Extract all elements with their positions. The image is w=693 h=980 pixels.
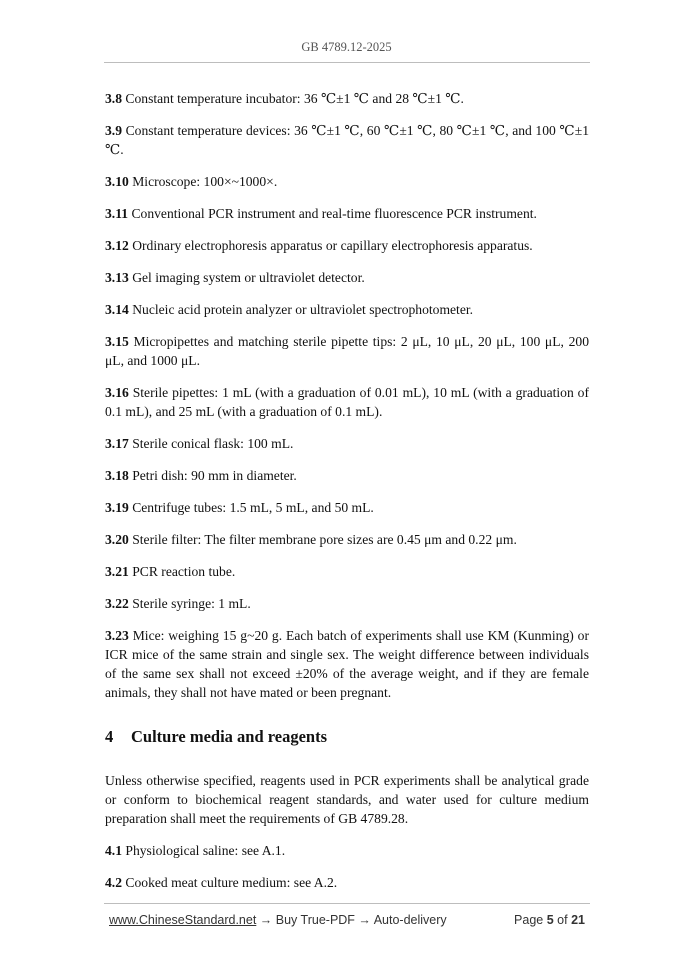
page-content bbox=[105, 89, 589, 905]
clause-text: Microscope: 100×~1000×. bbox=[132, 174, 278, 189]
clause-text: Sterile syringe: 1 mL. bbox=[132, 596, 251, 611]
list-item bbox=[105, 594, 589, 613]
list-item bbox=[105, 626, 589, 702]
clause-text: Ordinary electrophoresis apparatus or capillary electrophoresis apparatus. bbox=[132, 238, 533, 253]
list-item bbox=[105, 236, 589, 255]
document-code: GB 4789.12-2025 bbox=[301, 40, 392, 54]
site-link[interactable]: www.ChineseStandard.net bbox=[109, 913, 257, 927]
clause-text: Sterile pipettes: 1 mL (with a graduation of 0.01 mL), 10 mL (with a graduation of 0.1 mL), and 25 mL (with a graduation of 0.1 mL). bbox=[105, 385, 589, 419]
list-item bbox=[105, 332, 589, 370]
list-item bbox=[105, 434, 589, 453]
clause-number: 3.8 bbox=[105, 91, 122, 106]
list-item bbox=[105, 121, 589, 159]
list-item bbox=[105, 841, 589, 860]
page-number: 5 bbox=[546, 913, 554, 927]
clause-number: 4.1 bbox=[105, 843, 122, 858]
equipment-list bbox=[105, 89, 589, 702]
clause-number: 3.15 bbox=[105, 334, 129, 349]
clause-text: Physiological saline: see A.1. bbox=[125, 843, 286, 858]
clause-text: Constant temperature devices: 36 ℃±1 ℃, 60 ℃±1 ℃, 80 ℃±1 ℃, and 100 ℃±1 ℃. bbox=[105, 123, 589, 157]
clause-text: Sterile filter: The filter membrane pore sizes are 0.45 μm and 0.22 μm. bbox=[132, 532, 517, 547]
clause-text: Cooked meat culture medium: see A.2. bbox=[125, 875, 338, 890]
clause-number: 3.14 bbox=[105, 302, 129, 317]
clause-number: 4.2 bbox=[105, 875, 122, 890]
clause-number: 3.22 bbox=[105, 596, 129, 611]
list-item bbox=[105, 204, 589, 223]
clause-number: 3.12 bbox=[105, 238, 129, 253]
clause-text: Micropipettes and matching sterile pipette tips: 2 μL, 10 μL, 20 μL, 100 μL, 200 μL, and 1000 μL. bbox=[105, 334, 589, 368]
clause-text: Mice: weighing 15 g~20 g. Each batch of experiments shall use KM (Kunming) or ICR mice of the same strain and single sex. The weight difference between individuals of the same sex shall not exceed ±20% of the average weight, and if they are female animals, they shall not have mated or been pregnant. bbox=[105, 628, 589, 700]
clause-number: 3.16 bbox=[105, 385, 129, 400]
clause-number: 3.21 bbox=[105, 564, 129, 579]
page-indicator bbox=[514, 913, 585, 927]
clause-text: Sterile conical flask: 100 mL. bbox=[132, 436, 294, 451]
list-item bbox=[105, 300, 589, 319]
footer-divider bbox=[104, 903, 590, 904]
list-item bbox=[105, 530, 589, 549]
section-intro: Unless otherwise specified, reagents used in PCR experiments shall be analytical grade or conform to biochemical reagent standards, and water used for culture medium preparation shall meet the requirements of GB 4789.28. bbox=[105, 773, 589, 826]
clause-text: Nucleic acid protein analyzer or ultraviolet spectrophotometer. bbox=[132, 302, 474, 317]
section-heading bbox=[105, 727, 589, 747]
clause-text: Gel imaging system or ultraviolet detector. bbox=[132, 270, 365, 285]
footer-links bbox=[109, 913, 447, 927]
list-item bbox=[105, 466, 589, 485]
list-item bbox=[105, 383, 589, 421]
clause-number: 3.13 bbox=[105, 270, 129, 285]
list-item bbox=[105, 873, 589, 892]
clause-text: Constant temperature incubator: 36 ℃±1 ℃ and 28 ℃±1 ℃. bbox=[125, 91, 464, 106]
header-divider bbox=[104, 62, 590, 63]
list-item bbox=[105, 498, 589, 517]
clause-text: Centrifuge tubes: 1.5 mL, 5 mL, and 50 mL. bbox=[132, 500, 374, 515]
clause-number: 3.20 bbox=[105, 532, 129, 547]
of-word: of bbox=[557, 913, 568, 927]
page-header bbox=[0, 40, 693, 55]
section-number: 4 bbox=[105, 727, 114, 746]
page-word: Page bbox=[514, 913, 544, 927]
clause-text: Petri dish: 90 mm in diameter. bbox=[132, 468, 297, 483]
clause-text: PCR reaction tube. bbox=[132, 564, 236, 579]
list-item bbox=[105, 562, 589, 581]
list-item bbox=[105, 268, 589, 287]
clause-number: 3.23 bbox=[105, 628, 129, 643]
section-title: Culture media and reagents bbox=[131, 727, 328, 746]
clause-number: 3.11 bbox=[105, 206, 129, 221]
clause-number: 3.10 bbox=[105, 174, 129, 189]
clause-number: 3.9 bbox=[105, 123, 122, 138]
clause-number: 3.17 bbox=[105, 436, 129, 451]
page-footer bbox=[109, 913, 585, 931]
list-item bbox=[105, 89, 589, 108]
clause-number: 3.18 bbox=[105, 468, 129, 483]
clause-number: 3.19 bbox=[105, 500, 129, 515]
purchase-text: → Buy True-PDF → Auto-delivery bbox=[256, 913, 447, 927]
page-total: 21 bbox=[571, 913, 585, 927]
list-item bbox=[105, 172, 589, 191]
clause-text: Conventional PCR instrument and real-time fluorescence PCR instrument. bbox=[131, 206, 537, 221]
